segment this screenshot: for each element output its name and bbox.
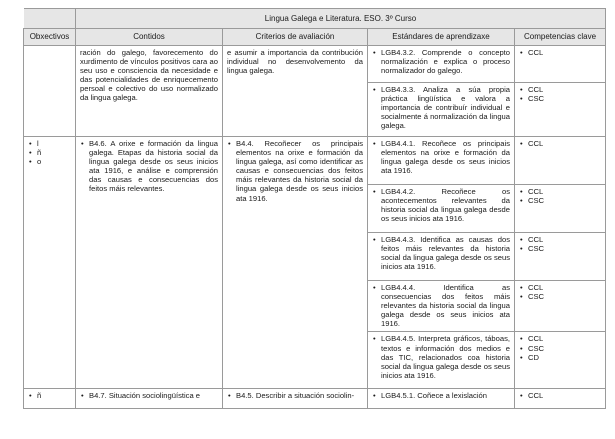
- standard-cell: [368, 46, 515, 83]
- header-criteria: Criterios de avaliación: [223, 29, 368, 46]
- competences-cell: [515, 389, 606, 409]
- competence-item: • CCL: [519, 85, 601, 94]
- criteria-cell: [223, 46, 368, 137]
- standard-item: • LGB4.4.5. Interpreta gráficos, táboas, textos e información dos medios e das TIC, relacionados coa historia social da lingua galega desde os seus inicios ata 1916.: [372, 334, 510, 379]
- competence-item: • CCL: [519, 48, 601, 57]
- standard-item: • LGB4.5.1. Coñece a lexislación: [372, 391, 510, 400]
- standard-item: • LGB4.4.4. Identifica as consecuencias dos feitos máis relevantes da historia social da lingua galega desde os seus inicios ata 1916.: [372, 283, 510, 328]
- standard-cell: [368, 185, 515, 233]
- header-contents: Contidos: [76, 29, 223, 46]
- criteria-item: • B4.4. Recoñecer os principais elementos na orixe e formación da lingua galega, así como identificar as causas e consecuencias dos feitos máis relevantes da historia social da lingua galega desde os seus inicios ata 1916.: [227, 139, 363, 203]
- criteria-cell: [223, 137, 368, 389]
- competence-item: • CCL: [519, 235, 601, 244]
- standard-item: • LGB4.3.2. Comprende o concepto normalización e explica o proceso normalizador do galego.: [372, 48, 510, 75]
- competences-cell: [515, 46, 606, 83]
- header-standards: Estándares de aprendizaxe: [368, 29, 515, 46]
- competence-item: • CCL: [519, 334, 601, 343]
- competences-cell: [515, 83, 606, 137]
- competence-item: • CSC: [519, 94, 601, 103]
- contents-cell: [76, 46, 223, 137]
- competences-cell: [515, 185, 606, 233]
- standard-cell: [368, 83, 515, 137]
- contents-item: • B4.6. A orixe e formación da lingua galega. Etapas da historia social da lingua galega desde os seus inicios ata 1916, e análise e comprensión das causas e consecuencias dos feitos máis relevantes.: [80, 139, 218, 194]
- contents-item: • B4.7. Situación sociolingüística e: [80, 391, 218, 400]
- curriculum-table: [23, 8, 606, 409]
- standard-cell: [368, 332, 515, 389]
- competence-item: • CCL: [519, 139, 601, 148]
- competences-cell: [515, 137, 606, 185]
- contents-cell: [76, 389, 223, 409]
- objectives-cell: [24, 137, 76, 389]
- competence-item: • CSC: [519, 292, 601, 301]
- standard-item: • LGB4.4.1. Recoñece os principais elementos na orixe e formación da lingua galega desde os seus inicios ata 1916.: [372, 139, 510, 175]
- standard-item: • LGB4.3.3. Analiza a súa propia práctica lingüística e valora a importancia de contribuír individual e socialmente á normalización da lingua galega.: [372, 85, 510, 130]
- table-title: Lingua Galega e Literatura. ESO. 3º Curso: [76, 9, 606, 29]
- standard-cell: [368, 389, 515, 409]
- corner-cell: [24, 9, 76, 29]
- competences-cell: [515, 332, 606, 389]
- competence-item: • CCL: [519, 283, 601, 292]
- standard-cell: [368, 137, 515, 185]
- objective-item: • ñ: [28, 391, 71, 400]
- header-objectives: Obxectivos: [24, 29, 76, 46]
- contents-cell: [76, 137, 223, 389]
- competence-item: • CD: [519, 353, 601, 362]
- criteria-item: • B4.5. Describir a situación sociolin-: [227, 391, 363, 400]
- objective-item: • o: [28, 157, 71, 166]
- objective-item: • ñ: [28, 148, 71, 157]
- contents-text: ración do galego, favorecemento do xurdimento de vínculos positivos cara ao seu uso e consciencia da necesidade e das potencialidades de enriquecemento persoal e colectivo do uso normalizado da lingua galega.: [80, 48, 218, 103]
- standard-cell: [368, 233, 515, 281]
- criteria-text: e asumir a importancia da contribución individual no desenvolvemento da lingua galega.: [227, 48, 363, 76]
- objective-item: • l: [28, 139, 71, 148]
- competence-item: • CSC: [519, 196, 601, 205]
- standard-cell: [368, 281, 515, 332]
- objectives-cell: [24, 46, 76, 137]
- standard-item: • LGB4.4.2. Recoñece os acontecementos relevantes da historia social da lingua galega desde os seus inicios ata 1916.: [372, 187, 510, 223]
- competences-cell: [515, 281, 606, 332]
- standard-item: • LGB4.4.3. Identifica as causas dos feitos máis relevantes da historia social da lingua galega desde os seus inicios ata 1916.: [372, 235, 510, 271]
- criteria-cell: [223, 389, 368, 409]
- header-competences: Competencias clave: [515, 29, 606, 46]
- competences-cell: [515, 233, 606, 281]
- objectives-cell: [24, 389, 76, 409]
- competence-item: • CSC: [519, 244, 601, 253]
- competence-item: • CCL: [519, 391, 601, 400]
- competence-item: • CCL: [519, 187, 601, 196]
- competence-item: • CSC: [519, 344, 601, 353]
